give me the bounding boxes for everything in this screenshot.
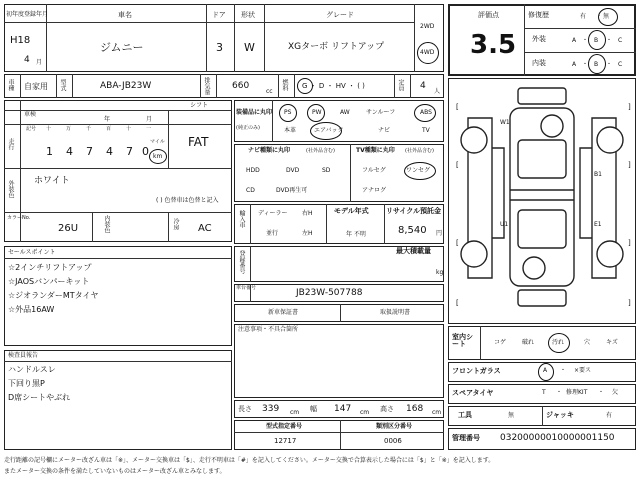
drive-4wd: 4WD [420, 49, 435, 56]
equipment-abs-circle [414, 104, 436, 122]
max-load-label: 最大積載量 [396, 247, 431, 255]
tools-value: 無 [508, 412, 515, 419]
length: 339 [262, 404, 280, 414]
chassis-no: JB23W-507788 [296, 288, 363, 298]
registration-label: 登録番号 [238, 250, 245, 274]
category: 0006 [384, 437, 402, 445]
era-year: H18 [10, 35, 31, 46]
equipment-option: 本革 [284, 127, 297, 134]
row2 [4, 74, 444, 98]
damage-mark-u1: U1 [500, 221, 509, 228]
drive-2wd: 2WD [420, 23, 435, 30]
displacement: 660 [232, 81, 250, 91]
equipment-option: AW [340, 109, 350, 116]
max-load-kg: kg [436, 269, 444, 276]
grade: XGターボ リフトアップ [288, 42, 385, 52]
car-diagram [448, 78, 636, 324]
fuel-options: G ・ D ・ HV ・ ( ) [302, 82, 365, 90]
seat-stain-circle [548, 333, 570, 353]
diagram-bracket: ] [628, 161, 631, 169]
shape-label: 形状 [241, 11, 255, 19]
mileage-unit-label: 百 [106, 126, 112, 132]
equipment-subtitle: (純正のみ) [236, 125, 260, 131]
model-name: ジムニー [100, 41, 144, 54]
capacity: 4 [420, 81, 426, 91]
nav-option: HDD [246, 167, 260, 174]
seat-label: 室内シート [452, 333, 473, 348]
mileage-unit-label: 十 [46, 126, 52, 132]
category-label: 類別区分番号 [376, 423, 413, 430]
import-parallel: 並行 [266, 230, 279, 237]
repair-option: 有 [580, 13, 587, 20]
sale-point-item: ☆JAOSバンパーキット [8, 277, 90, 286]
height-unit: cm [432, 409, 442, 416]
spare-option: 欠 [612, 389, 619, 396]
diagram-bracket: [ [456, 299, 459, 307]
mileage-unit-mile: マイル [150, 139, 165, 145]
exterior-grade-b-circle [588, 30, 606, 50]
mileage-digit: 1 [46, 145, 53, 158]
height: 168 [406, 404, 424, 414]
diagram-bracket: ] [628, 239, 631, 247]
interior-grade: ・ [606, 61, 613, 68]
color-no-label: カラーNo. [7, 215, 31, 221]
drive-4wd-circle [417, 42, 439, 64]
doors: 3 [216, 41, 223, 54]
owner-manual: 取扱説明書 [380, 309, 411, 316]
glass-option: ×要ス [574, 367, 592, 374]
mileage-unit-label: 一 [146, 126, 152, 132]
diagram-bracket: [ [456, 161, 459, 169]
control-no: 03200000010000001150 [500, 433, 615, 443]
score-label: 評価点 [478, 11, 499, 19]
mileage-unit-label: 記号 [26, 126, 37, 132]
month-unit: 月 [36, 59, 43, 66]
recycle-yen: 円 [436, 230, 443, 237]
model-name-label: 車名 [118, 11, 132, 19]
damage-mark-b1: B1 [594, 171, 602, 178]
width-label: 幅 [310, 405, 317, 413]
type-designation-label: 型式指定番号 [266, 423, 303, 430]
footer-line-1: 走行距離の記号欄にメーター改ざん車は「※」、メーター交換車は「$」、走行不明車は「#」を記入してください。メーター交換で合算表示した場合には「$」と「※」を記入します。 [4, 457, 495, 464]
mileage-digit: 7 [86, 145, 93, 158]
glass-label: フロントガラス [452, 367, 501, 375]
exterior-grade: C [618, 37, 623, 44]
spare-option: 修理KIT [566, 389, 588, 396]
nav-option: DVD [286, 167, 300, 174]
diagram-bracket: ] [628, 299, 631, 307]
footer-line-2: またメーター交換の条件を満たしていないものはメーター改ざん車とみなします。 [4, 468, 226, 475]
ac: AC [198, 223, 212, 234]
docs-box [234, 304, 444, 322]
seat-option: 汚れ [552, 339, 565, 346]
model-code: ABA-JB23W [100, 81, 152, 91]
tv-oneseg-circle [404, 162, 436, 180]
inspection-mileage-box [4, 100, 232, 242]
tv-option: フルセグ [362, 167, 386, 174]
exterior-grade-label: 外装 [532, 35, 546, 43]
chassis-label: 車台番号 [236, 285, 257, 291]
inspector-note-item: D席シートやぶれ [8, 393, 71, 402]
doors-label: ドア [212, 11, 226, 19]
equipment-option: PW [312, 109, 322, 116]
seat-option: コゲ [494, 339, 507, 346]
interior-color-label: 内装色 [103, 215, 110, 233]
glass-option: ・ [560, 367, 567, 374]
equipment-option: ナビ [378, 127, 391, 134]
damage-mark-w1: W1 [500, 119, 510, 126]
nav-subtitle: (社外品含む) [306, 148, 335, 154]
nav-option: DVD再生可 [276, 187, 308, 194]
interior-grade: C [618, 61, 623, 68]
ac-label: 冷房 [172, 218, 179, 230]
model-code-label: 型式 [59, 79, 66, 91]
repair-label: 修復歴 [528, 11, 549, 19]
exterior-grade: ・ [606, 37, 613, 44]
diagram-bracket: [ [456, 103, 459, 111]
recycle-value: 8,540 [398, 225, 427, 236]
control-label: 管理番号 [452, 434, 480, 442]
mileage-digit: 0 [142, 145, 149, 158]
tv-option: アナログ [362, 187, 387, 194]
repair-option: 無 [603, 13, 610, 20]
month-label: 月 [146, 116, 153, 123]
inspector-note-item: 下回り黒P [8, 379, 45, 388]
mileage-km-circle [149, 149, 167, 164]
type-label: 車種 [7, 79, 14, 91]
model-year-value: 年 不明 [346, 231, 366, 238]
interior-grade: B [594, 61, 599, 68]
shape: W [244, 41, 255, 54]
interior-grade-b-circle [588, 54, 606, 74]
mileage-unit-label: 十 [126, 126, 132, 132]
exterior-grade: A [572, 37, 577, 44]
notes-label: 注意事項・不具合箇所 [238, 326, 299, 333]
color-note: ( ) 色替車は色替と記入 [156, 197, 219, 204]
displacement-label: 排気量 [203, 77, 210, 95]
mileage-unit-km: km [153, 153, 163, 160]
nav-option: CD [246, 187, 255, 194]
width-unit: cm [360, 409, 370, 416]
equipment-airbag-circle [310, 122, 342, 140]
width: 147 [334, 404, 352, 414]
equipment-option: PS [284, 109, 292, 116]
capacity-unit: 人 [434, 88, 441, 95]
cc-unit: cc [266, 88, 273, 95]
equipment-option: ABS [420, 109, 432, 116]
equipment-option: TV [422, 127, 430, 134]
mileage-unit-label: 万 [66, 126, 72, 132]
tv-subtitle: (社外品含む) [405, 148, 434, 154]
fuel-gasoline-circle [297, 78, 313, 94]
import-label: 輸入車 [238, 210, 245, 228]
tv-option: ワンセグ [406, 167, 431, 174]
tools-label: 工具 [458, 411, 472, 419]
interior-grade: ・ [582, 61, 589, 68]
mileage-unit-label: 千 [86, 126, 92, 132]
notes-box [234, 324, 444, 398]
repair-none-circle [598, 8, 618, 26]
inspection-label: 車検 [24, 111, 37, 118]
equipment-option: エアバック [314, 127, 344, 134]
diagram-bracket: [ [456, 239, 459, 247]
fuel-label: 燃料 [281, 79, 288, 91]
shift: FAT [188, 135, 209, 149]
repair-option: ・ [596, 13, 603, 20]
mileage-digit: 7 [126, 145, 133, 158]
model-year-label: モデル年式 [334, 207, 369, 215]
year-label: 年 [104, 116, 111, 123]
spare-option: ・ [556, 389, 563, 396]
exterior-color: ホワイト [34, 176, 70, 186]
interior-grade: A [572, 61, 577, 68]
recycle-label: リサイクル預託金 [386, 207, 442, 215]
color-no: 26U [58, 223, 79, 234]
equipment-ps-circle [279, 104, 297, 122]
tv-title: TV種類に丸印 [356, 147, 395, 154]
exterior-grade: B [594, 37, 599, 44]
import-right-hand: 右H [302, 210, 313, 217]
length-unit: cm [290, 409, 300, 416]
nav-option: SD [322, 167, 331, 174]
interior-grade-label: 内装 [532, 59, 546, 67]
spare-option: T [542, 389, 546, 396]
seat-option: キズ [606, 339, 618, 346]
sale-point-item: ☆2インチリフトアップ [8, 263, 92, 272]
height-label: 高さ [380, 405, 394, 413]
exterior-color-label: 外装色 [7, 180, 14, 198]
grade-label: グレード [326, 11, 354, 19]
damage-mark-e1: E1 [594, 221, 602, 228]
diagram-bracket: ] [628, 103, 631, 111]
score: 3.5 [470, 30, 517, 60]
shift-label: シフト [190, 102, 209, 109]
glass-option: A [543, 367, 548, 374]
reg-month: 4 [24, 55, 30, 65]
new-car-warranty: 新車保証書 [268, 309, 299, 316]
capacity-label: 定員 [397, 79, 404, 91]
import-left-hand: 左H [302, 230, 313, 237]
inspector-label: 検査員報告 [8, 352, 39, 359]
import-dealer: ディーラー [258, 210, 288, 217]
spare-option: ・ [598, 389, 605, 396]
exterior-grade: ・ [582, 37, 589, 44]
type-designation: 12717 [274, 437, 297, 445]
use-type: 自家用 [24, 82, 48, 91]
reg-year-label: 初年度登録年月 [6, 11, 49, 18]
spare-label: スペアタイヤ [452, 389, 494, 397]
inspector-note-item: ハンドルスレ [8, 365, 56, 374]
seat-option: 破れ [522, 339, 535, 346]
length-label: 長さ [238, 405, 252, 413]
sale-point-item: ☆ジオランダーMTタイヤ [8, 291, 99, 300]
mileage-digit: 4 [106, 145, 113, 158]
jack-label: ジャッキ [546, 411, 574, 419]
mileage-label: 走行 [7, 138, 14, 150]
jack-value: 有 [606, 412, 613, 419]
nav-title: ナビ種類に丸印 [248, 147, 291, 154]
equipment-option: サンルーフ [366, 109, 396, 116]
glass-a-circle [538, 363, 554, 381]
mileage-digit: 4 [66, 145, 73, 158]
sale-point-item: ☆外品16AW [8, 305, 55, 314]
sale-points-label: セールスポイント [8, 249, 56, 256]
equipment-title: 装備品に丸印 [236, 109, 273, 116]
seat-option: 穴 [584, 339, 591, 346]
equipment-pw-circle [307, 104, 325, 122]
